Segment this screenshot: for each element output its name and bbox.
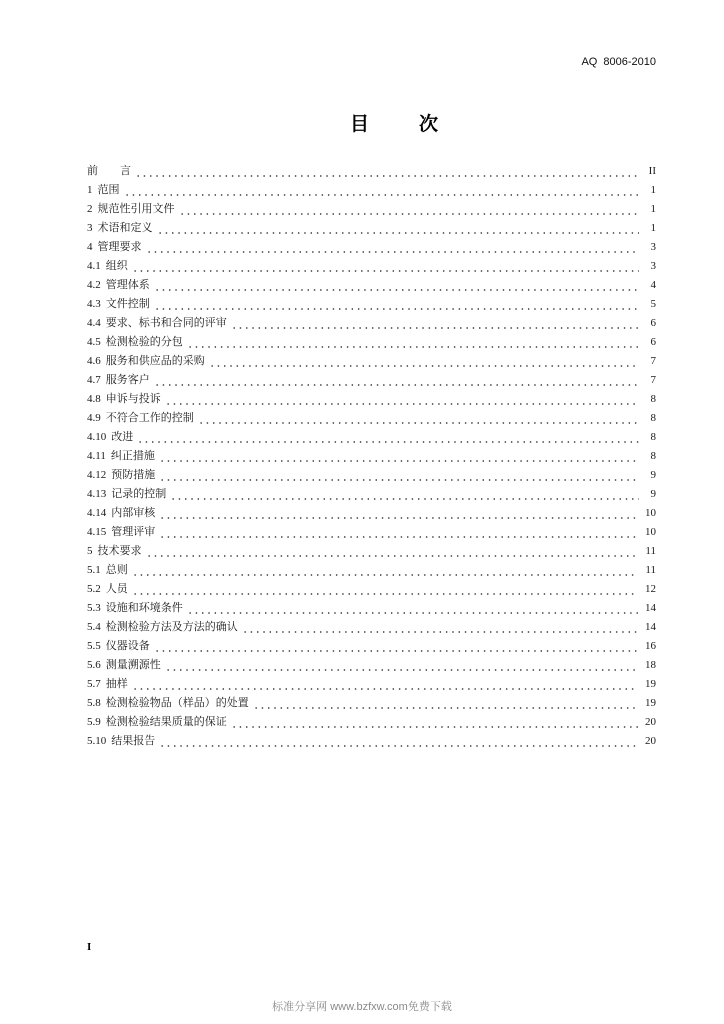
dot-leader — [132, 561, 639, 580]
standard-number: AQ 8006-2010 — [581, 56, 656, 68]
toc-entry-number: 4.3 — [87, 298, 101, 310]
toc-entry-title: 管理体系 — [105, 279, 150, 291]
toc-entry-page: 8 — [650, 431, 656, 443]
watermark: 标准分享网 www.bzfxw.com免费下载 — [272, 1001, 452, 1013]
toc-entry-number: 4.11 — [87, 450, 106, 462]
toc-entry-number: 4.7 — [87, 374, 101, 386]
toc-entry-title: 检测检验的分包 — [105, 336, 183, 348]
dot-leader — [159, 732, 638, 751]
dot-leader — [154, 276, 639, 295]
toc-entry-page: 10 — [645, 526, 656, 538]
toc-entry — [87, 656, 656, 675]
toc-entry — [87, 561, 656, 580]
toc-entry-page: 10 — [645, 507, 656, 519]
toc-entry-number: 5.3 — [87, 602, 101, 614]
toc-entry-title: 预防措施 — [111, 469, 156, 481]
toc-entry-title: 申诉与投诉 — [105, 393, 161, 405]
dot-leader — [146, 238, 640, 257]
dot-leader — [137, 428, 639, 447]
toc-entry-number: 5.7 — [87, 678, 101, 690]
page-number: I — [87, 941, 92, 953]
toc-entry — [87, 181, 656, 200]
toc-entry-number: 5.2 — [87, 583, 101, 595]
toc-entry-number: 5.4 — [87, 621, 101, 633]
dot-leader — [146, 542, 639, 561]
toc-entry-title: 总则 — [105, 564, 128, 576]
toc-entry-page: 3 — [650, 260, 656, 272]
toc-entry — [87, 428, 656, 447]
dot-leader — [154, 637, 638, 656]
toc-entry-title: 服务和供应品的采购 — [105, 355, 205, 367]
toc-entry — [87, 523, 656, 542]
toc-entry — [87, 637, 656, 656]
toc-entry-page: 8 — [650, 393, 656, 405]
toc-entry-number: 4.9 — [87, 412, 101, 424]
dot-leader — [187, 333, 639, 352]
toc-entry — [87, 276, 656, 295]
toc-entry — [87, 314, 656, 333]
toc-entry — [87, 580, 656, 599]
dot-leader — [159, 523, 638, 542]
toc-entry — [87, 390, 656, 409]
toc-entry-title: 检测检验方法及方法的确认 — [105, 621, 238, 633]
toc-entry-number: 3 — [87, 222, 93, 234]
toc-entry-title: 记录的控制 — [111, 488, 167, 500]
toc-entry-number: 5.9 — [87, 716, 101, 728]
toc-entry-title: 检测检验物品（样品）的处置 — [105, 697, 249, 709]
toc-entry-title: 不符合工作的控制 — [105, 412, 194, 424]
toc-entry — [87, 352, 656, 371]
toc-entry-page: 11 — [645, 564, 656, 576]
toc-entry-page: 18 — [645, 659, 656, 671]
toc-entry-title: 纠正措施 — [110, 450, 155, 462]
toc-entry-title: 规范性引用文件 — [97, 203, 175, 215]
dot-leader — [159, 504, 638, 523]
toc-entry-title: 术语和定义 — [97, 222, 153, 234]
toc-entry-number: 1 — [87, 184, 93, 196]
toc-entry-page: 19 — [645, 678, 656, 690]
toc-entry-number: 5.1 — [87, 564, 101, 576]
dot-leader — [124, 181, 640, 200]
toc-entry-title: 管理评审 — [111, 526, 156, 538]
toc-entry — [87, 694, 656, 713]
toc-entry-page: 7 — [650, 355, 656, 367]
toc-entry-page: 20 — [645, 735, 656, 747]
toc-entry-title: 改进 — [111, 431, 134, 443]
toc-entry-number: 4.12 — [87, 469, 107, 481]
toc-entry-page: 5 — [650, 298, 656, 310]
toc-entry-number: 4.13 — [87, 488, 107, 500]
toc-entry — [87, 371, 656, 390]
toc-entry — [87, 485, 656, 504]
toc-entry-number: 5.5 — [87, 640, 101, 652]
toc-entry — [87, 409, 656, 428]
toc-entry-number: 5.6 — [87, 659, 101, 671]
toc-entry — [87, 542, 656, 561]
toc-entry-page: 19 — [645, 697, 656, 709]
toc-entry-number: 4.1 — [87, 260, 101, 272]
toc-entry-page: 16 — [645, 640, 656, 652]
toc-entry-page: 11 — [645, 545, 656, 557]
toc-entry — [87, 200, 656, 219]
toc-entry — [87, 675, 656, 694]
toc-entry-title: 检测检验结果质量的保证 — [105, 716, 227, 728]
toc-entry — [87, 257, 656, 276]
toc-entry — [87, 599, 656, 618]
dot-leader — [154, 295, 639, 314]
toc-entry-title: 服务客户 — [105, 374, 150, 386]
toc-entry-page: 9 — [650, 469, 656, 481]
toc-entry-page: II — [648, 165, 656, 177]
dot-leader — [159, 466, 639, 485]
toc-entry-title: 文件控制 — [105, 298, 150, 310]
toc-entry-page: 7 — [650, 374, 656, 386]
toc-entry-title: 管理要求 — [97, 241, 142, 253]
dot-leader — [159, 447, 639, 466]
toc-entry-number: 5.10 — [87, 735, 107, 747]
toc-entry-title: 结果报告 — [111, 735, 156, 747]
toc-entry-page: 12 — [645, 583, 656, 595]
dot-leader — [231, 314, 639, 333]
toc-entry-number: 2 — [87, 203, 93, 215]
dot-leader — [157, 219, 640, 238]
toc-entry — [87, 238, 656, 257]
toc-entry — [87, 732, 656, 751]
dot-leader — [242, 618, 638, 637]
toc-entry — [87, 466, 656, 485]
dot-leader — [170, 485, 639, 504]
toc-entry-number: 4.14 — [87, 507, 107, 519]
toc-entry-title: 组织 — [105, 260, 128, 272]
dot-leader — [179, 200, 640, 219]
toc-entry-page: 9 — [650, 488, 656, 500]
toc-entry-title: 要求、标书和合同的评审 — [105, 317, 227, 329]
toc-entry-page: 20 — [645, 716, 656, 728]
toc-entry-number: 4.4 — [87, 317, 101, 329]
toc-entry-page: 6 — [650, 336, 656, 348]
toc-entry-number: 4.6 — [87, 355, 101, 367]
dot-leader — [165, 390, 639, 409]
toc-entry-title: 设施和环境条件 — [105, 602, 183, 614]
dot-leader — [132, 580, 638, 599]
dot-leader — [132, 257, 639, 276]
toc-entry-page: 14 — [645, 602, 656, 614]
toc-entry-title: 测量溯源性 — [105, 659, 161, 671]
toc-entry-number: 5.8 — [87, 697, 101, 709]
toc-entry-page: 8 — [650, 412, 656, 424]
toc-entry-number: 4.8 — [87, 393, 101, 405]
toc-entry — [87, 504, 656, 523]
toc-entry-page: 3 — [650, 241, 656, 253]
toc-entry-title: 内部审核 — [111, 507, 156, 519]
toc-entry-number: 5 — [87, 545, 93, 557]
toc-entry-title: 技术要求 — [97, 545, 142, 557]
toc-entry — [87, 162, 656, 181]
toc-entry-title: 抽样 — [105, 678, 128, 690]
dot-leader — [187, 599, 638, 618]
toc-entry — [87, 447, 656, 466]
toc-entry-page: 1 — [650, 184, 656, 196]
toc-entry — [87, 295, 656, 314]
toc-entry-page: 6 — [650, 317, 656, 329]
toc-entry — [87, 713, 656, 732]
toc-entry-title: 前 言 — [87, 165, 131, 177]
toc-entry-number: 4.10 — [87, 431, 107, 443]
toc-entry — [87, 219, 656, 238]
dot-leader — [231, 713, 638, 732]
dot-leader — [198, 409, 639, 428]
page-title: 目 次 — [350, 114, 443, 135]
dot-leader — [165, 656, 638, 675]
toc-entry-number: 4.15 — [87, 526, 107, 538]
toc-entry-page: 4 — [650, 279, 656, 291]
toc-entry — [87, 333, 656, 352]
toc-entry-number: 4.5 — [87, 336, 101, 348]
toc-entry-page: 14 — [645, 621, 656, 633]
toc-entry-title: 仪器设备 — [105, 640, 150, 652]
toc-entry-title: 人员 — [105, 583, 128, 595]
table-of-contents — [87, 162, 656, 751]
toc-entry-title: 范围 — [97, 184, 120, 196]
toc-entry — [87, 618, 656, 637]
toc-entry-number: 4.2 — [87, 279, 101, 291]
toc-entry-page: 1 — [650, 203, 656, 215]
dot-leader — [135, 162, 639, 181]
toc-entry-page: 1 — [650, 222, 656, 234]
dot-leader — [154, 371, 639, 390]
toc-entry-page: 8 — [650, 450, 656, 462]
dot-leader — [253, 694, 638, 713]
dot-leader — [132, 675, 638, 694]
dot-leader — [209, 352, 639, 371]
toc-entry-number: 4 — [87, 241, 93, 253]
